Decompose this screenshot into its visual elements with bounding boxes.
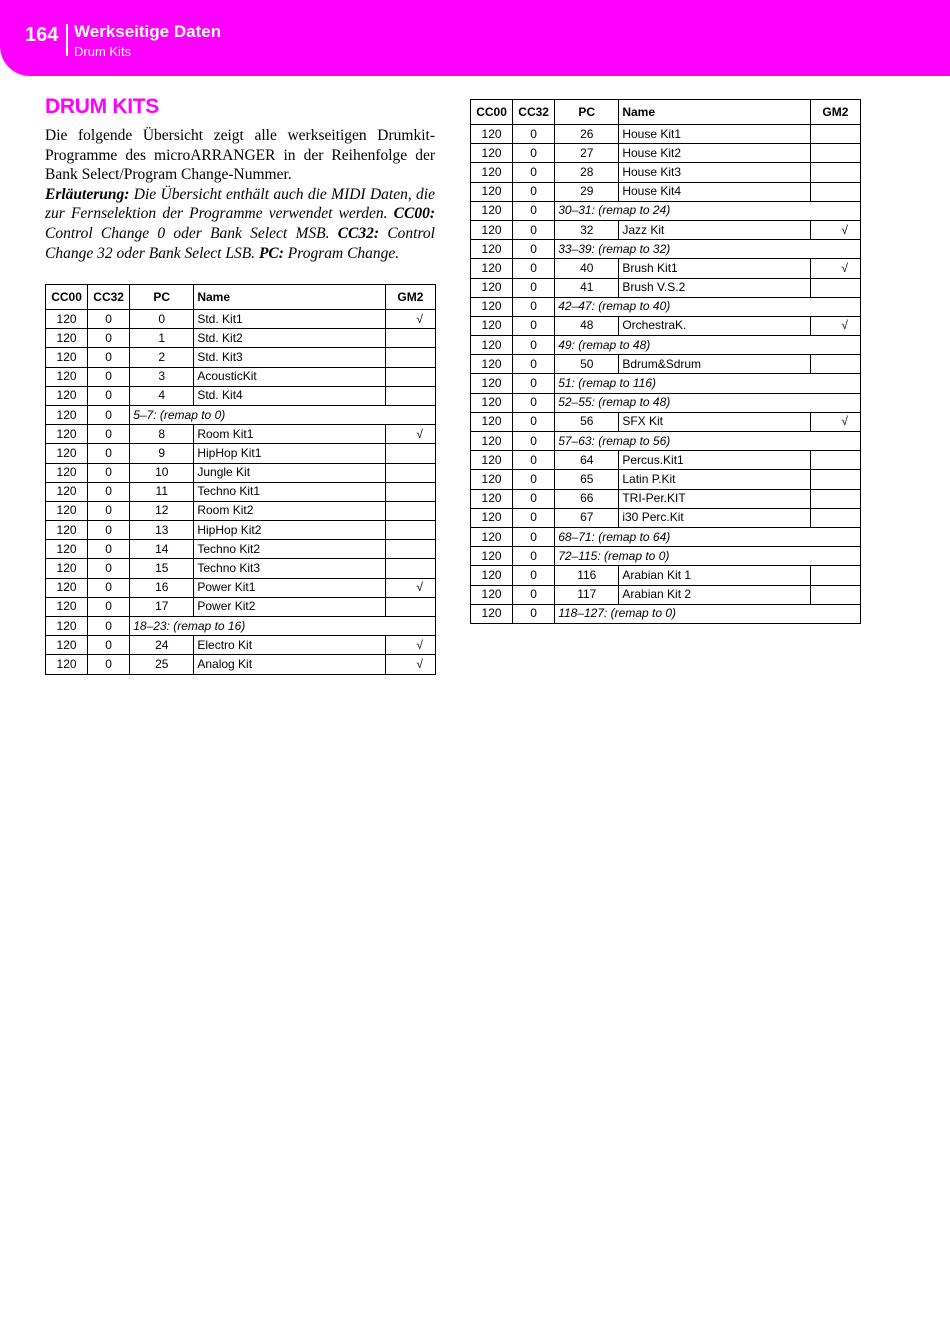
cell-gm2 [385, 444, 435, 463]
cell-cc32: 0 [88, 540, 130, 559]
cell-cc00: 120 [471, 412, 513, 431]
cell-cc00: 120 [471, 297, 513, 316]
cell-cc00: 120 [471, 240, 513, 259]
table-row [471, 547, 861, 566]
cell-cc00: 120 [46, 405, 88, 424]
cell-cc00: 120 [471, 470, 513, 489]
cell-cc32: 0 [513, 336, 555, 355]
cell-name: Jazz Kit [619, 220, 810, 239]
cell-remap-note: 18–23: (remap to 16) [130, 617, 436, 636]
cell-pc: 67 [555, 508, 619, 527]
table-row [471, 336, 861, 355]
cell-name: Std. Kit3 [194, 348, 385, 367]
table-row [471, 489, 861, 508]
cell-pc: 8 [130, 425, 194, 444]
header-title: Werkseitige Daten [74, 22, 222, 41]
cell-cc32: 0 [88, 559, 130, 578]
cell-name: Brush Kit1 [619, 259, 810, 278]
cell-remap-note: 30–31: (remap to 24) [555, 201, 861, 220]
col-header-cc32: CC32 [88, 285, 130, 310]
cell-cc00: 120 [46, 329, 88, 348]
cell-cc00: 120 [471, 508, 513, 527]
table-row [46, 310, 436, 329]
cell-name: SFX Kit [619, 412, 810, 431]
cell-name: HipHop Kit2 [194, 521, 385, 540]
table-row [471, 297, 861, 316]
cc32-text: Control Change 32 oder Bank Select LSB. [45, 224, 435, 262]
table-row [471, 393, 861, 412]
cell-name: Electro Kit [194, 636, 385, 655]
cell-pc: 25 [130, 655, 194, 674]
cell-cc32: 0 [88, 310, 130, 329]
table-row [471, 144, 861, 163]
cell-pc: 32 [555, 220, 619, 239]
pc-label: PC: [258, 244, 284, 262]
cell-pc: 15 [130, 559, 194, 578]
drum-kits-table-left [45, 284, 436, 675]
cell-cc32: 0 [513, 585, 555, 604]
table-body [471, 125, 861, 624]
cell-gm2 [810, 182, 860, 201]
cell-pc: 3 [130, 367, 194, 386]
cell-remap-note: 49: (remap to 48) [555, 336, 861, 355]
cell-gm2 [810, 163, 860, 182]
cc32-label: CC32: [337, 224, 380, 242]
table-row [471, 451, 861, 470]
cell-cc32: 0 [88, 597, 130, 616]
cell-name: House Kit3 [619, 163, 810, 182]
table-row [46, 386, 436, 405]
cell-gm2 [810, 508, 860, 527]
table-row [46, 501, 436, 520]
cell-name: Percus.Kit1 [619, 451, 810, 470]
table-row [471, 508, 861, 527]
cell-gm2: √ [385, 655, 435, 674]
cell-remap-note: 68–71: (remap to 64) [555, 527, 861, 546]
table-row [46, 444, 436, 463]
table-row [471, 163, 861, 182]
cell-name: TRI-Per.KIT [619, 489, 810, 508]
cell-cc32: 0 [88, 425, 130, 444]
cell-name: Arabian Kit 2 [619, 585, 810, 604]
cell-cc00: 120 [471, 585, 513, 604]
cell-pc: 12 [130, 501, 194, 520]
cell-remap-note: 52–55: (remap to 48) [555, 393, 861, 412]
cell-cc00: 120 [471, 547, 513, 566]
cell-cc32: 0 [513, 259, 555, 278]
cell-cc00: 120 [46, 597, 88, 616]
intro-text [45, 126, 435, 263]
cell-name: Std. Kit1 [194, 310, 385, 329]
cell-cc00: 120 [46, 367, 88, 386]
cell-pc: 40 [555, 259, 619, 278]
table-header-row [46, 285, 436, 310]
cell-pc: 16 [130, 578, 194, 597]
header-subtitle: Drum Kits [74, 44, 132, 59]
pc-text: Program Change. [283, 244, 400, 262]
cell-cc00: 120 [471, 604, 513, 623]
cell-cc32: 0 [513, 144, 555, 163]
cell-cc32: 0 [513, 393, 555, 412]
cell-cc00: 120 [46, 636, 88, 655]
cell-cc00: 120 [46, 425, 88, 444]
cell-remap-note: 33–39: (remap to 32) [555, 240, 861, 259]
cc00-text: Control Change 0 oder Bank Select MSB. [45, 224, 338, 242]
table-row [46, 425, 436, 444]
page-number: 164 [25, 24, 59, 46]
cell-cc32: 0 [513, 374, 555, 393]
table-row [46, 636, 436, 655]
cell-name: Room Kit2 [194, 501, 385, 520]
cell-name: Arabian Kit 1 [619, 566, 810, 585]
cell-cc00: 120 [46, 559, 88, 578]
cell-gm2 [385, 329, 435, 348]
cell-gm2: √ [385, 578, 435, 597]
cell-gm2 [810, 278, 860, 297]
cell-pc: 4 [130, 386, 194, 405]
cell-cc00: 120 [471, 220, 513, 239]
table-body [46, 310, 436, 675]
cell-gm2 [810, 470, 860, 489]
col-header-cc00: CC00 [471, 100, 513, 125]
cell-name: House Kit1 [619, 125, 810, 144]
cell-cc00: 120 [471, 259, 513, 278]
table-row [471, 412, 861, 431]
cell-name: Room Kit1 [194, 425, 385, 444]
cell-cc32: 0 [513, 489, 555, 508]
cell-name: Analog Kit [194, 655, 385, 674]
cell-cc32: 0 [88, 444, 130, 463]
cell-cc00: 120 [471, 393, 513, 412]
cell-name: OrchestraK. [619, 316, 810, 335]
cell-name: Techno Kit1 [194, 482, 385, 501]
cell-remap-note: 57–63: (remap to 56) [555, 432, 861, 451]
cell-cc00: 120 [471, 432, 513, 451]
table-row [471, 355, 861, 374]
cell-gm2: √ [810, 259, 860, 278]
cell-pc: 65 [555, 470, 619, 489]
cell-cc00: 120 [471, 527, 513, 546]
cell-cc32: 0 [513, 278, 555, 297]
cell-cc32: 0 [88, 405, 130, 424]
cell-cc32: 0 [513, 297, 555, 316]
cell-cc32: 0 [513, 547, 555, 566]
cell-cc32: 0 [513, 163, 555, 182]
cell-cc32: 0 [513, 240, 555, 259]
cell-gm2 [385, 463, 435, 482]
cell-gm2: √ [385, 636, 435, 655]
cell-name: HipHop Kit1 [194, 444, 385, 463]
cell-cc32: 0 [88, 482, 130, 501]
cell-cc32: 0 [88, 463, 130, 482]
table-row [471, 432, 861, 451]
col-header-pc: PC [130, 285, 194, 310]
cell-name: Latin P.Kit [619, 470, 810, 489]
cell-gm2 [385, 521, 435, 540]
table-row [471, 240, 861, 259]
cell-remap-note: 42–47: (remap to 40) [555, 297, 861, 316]
cell-pc: 14 [130, 540, 194, 559]
cell-cc32: 0 [513, 355, 555, 374]
cell-remap-note: 51: (remap to 116) [555, 374, 861, 393]
cell-cc00: 120 [471, 566, 513, 585]
cell-cc00: 120 [471, 336, 513, 355]
cell-cc32: 0 [513, 125, 555, 144]
cell-cc00: 120 [46, 617, 88, 636]
cell-cc32: 0 [513, 604, 555, 623]
cell-cc00: 120 [46, 501, 88, 520]
table-row [46, 578, 436, 597]
table-row [46, 559, 436, 578]
table-row [471, 604, 861, 623]
col-header-cc00: CC00 [46, 285, 88, 310]
cell-pc: 28 [555, 163, 619, 182]
cell-cc32: 0 [513, 527, 555, 546]
col-header-pc: PC [555, 100, 619, 125]
cell-cc00: 120 [471, 163, 513, 182]
cell-cc00: 120 [471, 316, 513, 335]
cell-cc00: 120 [46, 386, 88, 405]
col-header-gm2: GM2 [385, 285, 435, 310]
table-row [46, 463, 436, 482]
cell-remap-note: 118–127: (remap to 0) [555, 604, 861, 623]
cell-cc00: 120 [471, 451, 513, 470]
cell-cc00: 120 [471, 489, 513, 508]
cell-name: AcousticKit [194, 367, 385, 386]
cell-gm2 [810, 125, 860, 144]
cell-cc32: 0 [88, 578, 130, 597]
col-header-name: Name [194, 285, 385, 310]
cell-pc: 10 [130, 463, 194, 482]
cell-pc: 13 [130, 521, 194, 540]
cell-cc32: 0 [88, 617, 130, 636]
table-row [471, 566, 861, 585]
page-header [0, 0, 950, 76]
cell-gm2: √ [385, 425, 435, 444]
cell-gm2 [385, 501, 435, 520]
cell-name: Techno Kit2 [194, 540, 385, 559]
cell-gm2 [385, 386, 435, 405]
cell-cc32: 0 [88, 348, 130, 367]
table-row [46, 482, 436, 501]
cell-cc32: 0 [513, 566, 555, 585]
cell-cc32: 0 [88, 521, 130, 540]
cell-pc: 66 [555, 489, 619, 508]
col-header-name: Name [619, 100, 810, 125]
table-row [471, 182, 861, 201]
cell-gm2: √ [385, 310, 435, 329]
cell-cc32: 0 [88, 636, 130, 655]
table-row [46, 405, 436, 424]
cell-gm2: √ [810, 412, 860, 431]
cell-cc00: 120 [471, 355, 513, 374]
table-row [46, 521, 436, 540]
cell-pc: 117 [555, 585, 619, 604]
table-row [471, 470, 861, 489]
table-row [46, 597, 436, 616]
header-divider [66, 24, 68, 56]
cell-pc: 17 [130, 597, 194, 616]
cc00-label: CC00: [393, 205, 435, 223]
cell-gm2 [385, 559, 435, 578]
table-row [46, 367, 436, 386]
cell-cc00: 120 [46, 655, 88, 674]
cell-pc: 24 [130, 636, 194, 655]
cell-name: Std. Kit2 [194, 329, 385, 348]
cell-remap-note: 5–7: (remap to 0) [130, 405, 436, 424]
cell-cc00: 120 [471, 201, 513, 220]
cell-cc00: 120 [46, 463, 88, 482]
table-row [471, 278, 861, 297]
cell-cc00: 120 [471, 278, 513, 297]
cell-cc32: 0 [513, 451, 555, 470]
cell-gm2 [385, 348, 435, 367]
cell-cc32: 0 [513, 432, 555, 451]
cell-name: Bdrum&Sdrum [619, 355, 810, 374]
table-header-row [471, 100, 861, 125]
cell-cc32: 0 [513, 508, 555, 527]
cell-pc: 50 [555, 355, 619, 374]
cell-cc32: 0 [88, 501, 130, 520]
cell-pc: 11 [130, 482, 194, 501]
intro-paragraph: Die folgende Übersicht zeigt alle werkseitigen Drumkit-Programme des microARRANGER in der Reihenfolge der Bank Select/Program Change-Nummer. [45, 127, 435, 184]
table-row [471, 316, 861, 335]
cell-cc32: 0 [513, 470, 555, 489]
cell-cc32: 0 [88, 329, 130, 348]
table-row [471, 125, 861, 144]
cell-gm2 [810, 489, 860, 508]
cell-cc32: 0 [513, 412, 555, 431]
cell-pc: 64 [555, 451, 619, 470]
table-row [46, 329, 436, 348]
cell-gm2 [810, 355, 860, 374]
section-title: DRUM KITS [45, 95, 159, 118]
cell-cc00: 120 [471, 182, 513, 201]
cell-pc: 29 [555, 182, 619, 201]
table-row [471, 259, 861, 278]
cell-name: Jungle Kit [194, 463, 385, 482]
table-row [471, 527, 861, 546]
cell-cc00: 120 [46, 444, 88, 463]
cell-pc: 0 [130, 310, 194, 329]
cell-pc: 9 [130, 444, 194, 463]
cell-cc32: 0 [513, 201, 555, 220]
cell-gm2 [810, 451, 860, 470]
cell-gm2 [810, 566, 860, 585]
cell-pc: 56 [555, 412, 619, 431]
cell-name: Power Kit2 [194, 597, 385, 616]
cell-cc00: 120 [46, 348, 88, 367]
col-header-gm2: GM2 [810, 100, 860, 125]
table-row [471, 220, 861, 239]
cell-pc: 48 [555, 316, 619, 335]
cell-cc00: 120 [46, 578, 88, 597]
cell-pc: 26 [555, 125, 619, 144]
explanation-text: Die Übersicht enthält auch die MIDI Daten, die zur Fernselektion der Programme verwendet werden. [45, 185, 435, 223]
table-row [46, 348, 436, 367]
table-row [471, 585, 861, 604]
drum-kits-table-right [470, 99, 861, 624]
cell-cc00: 120 [471, 144, 513, 163]
table-row [46, 655, 436, 674]
cell-pc: 27 [555, 144, 619, 163]
cell-gm2 [810, 585, 860, 604]
cell-remap-note: 72–115: (remap to 0) [555, 547, 861, 566]
cell-gm2 [385, 540, 435, 559]
col-header-cc32: CC32 [513, 100, 555, 125]
table-row [46, 617, 436, 636]
cell-cc00: 120 [46, 540, 88, 559]
cell-name: Techno Kit3 [194, 559, 385, 578]
cell-pc: 41 [555, 278, 619, 297]
cell-gm2: √ [810, 316, 860, 335]
table-row [471, 201, 861, 220]
cell-gm2 [385, 482, 435, 501]
cell-cc00: 120 [46, 310, 88, 329]
cell-cc00: 120 [471, 374, 513, 393]
cell-pc: 116 [555, 566, 619, 585]
cell-cc32: 0 [513, 316, 555, 335]
cell-gm2 [385, 597, 435, 616]
cell-name: Std. Kit4 [194, 386, 385, 405]
cell-name: Brush V.S.2 [619, 278, 810, 297]
cell-cc32: 0 [513, 220, 555, 239]
cell-cc32: 0 [88, 386, 130, 405]
cell-cc32: 0 [88, 655, 130, 674]
cell-cc00: 120 [471, 125, 513, 144]
cell-name: Power Kit1 [194, 578, 385, 597]
cell-gm2 [385, 367, 435, 386]
cell-cc32: 0 [88, 367, 130, 386]
cell-cc00: 120 [46, 521, 88, 540]
table-row [46, 540, 436, 559]
cell-name: House Kit2 [619, 144, 810, 163]
table-row [471, 374, 861, 393]
cell-name: i30 Perc.Kit [619, 508, 810, 527]
explanation-paragraph [45, 185, 435, 263]
cell-cc00: 120 [46, 482, 88, 501]
cell-pc: 1 [130, 329, 194, 348]
cell-pc: 2 [130, 348, 194, 367]
cell-gm2 [810, 144, 860, 163]
cell-cc32: 0 [513, 182, 555, 201]
cell-name: House Kit4 [619, 182, 810, 201]
explanation-label: Erläuterung: [45, 185, 130, 203]
cell-gm2: √ [810, 220, 860, 239]
